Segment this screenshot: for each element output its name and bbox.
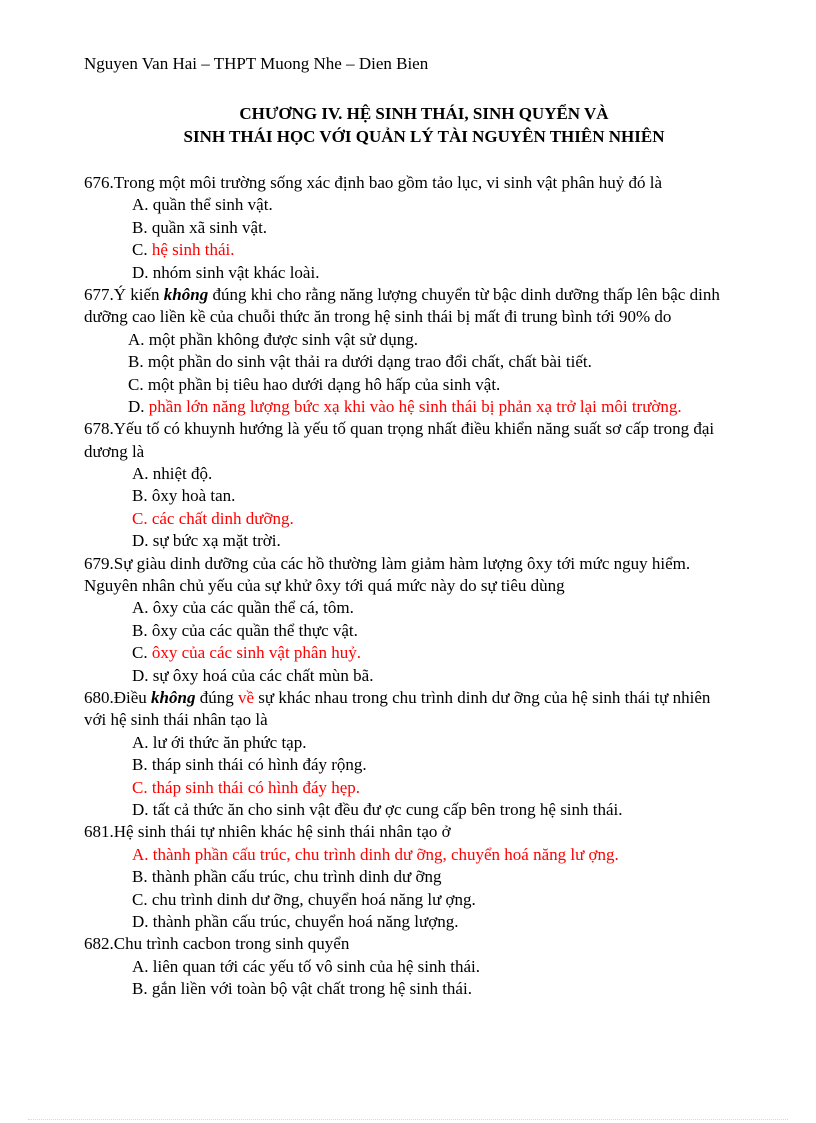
page-bottom-divider — [28, 1119, 788, 1120]
question-681-option-d: D. thành phần cấu trúc, chuyển hoá năng lượng. — [132, 911, 459, 931]
question-676-option-d: D. nhóm sinh vật khác loài. — [132, 262, 320, 282]
question-680-option-b: B. tháp sinh thái có hình đáy rộng. — [132, 755, 367, 775]
highlight-text: về — [237, 687, 255, 707]
question-676-option-c — [132, 239, 794, 261]
stem-text: đúng khi cho rằng năng lượng chuyển từ bậc dinh dưỡng thấp lên bậc dinh — [208, 284, 720, 304]
option-letter: C. — [132, 240, 152, 260]
question-681-stem: 681.Hệ sinh thái tự nhiên khác hệ sinh thái nhân tạo ở — [84, 822, 451, 842]
question-677-option-c: C. một phần bị tiêu hao dưới dạng hô hấp của sinh vật. — [128, 374, 501, 394]
question-679-option-a: A. ôxy của các quần thể cá, tôm. — [132, 598, 354, 618]
question-681-option-c: C. chu trình dinh dư ỡng, chuyển hoá năng lư ợng. — [132, 889, 476, 909]
stem-text: sự khác nhau trong chu trình dinh dư ỡng của hệ sinh thái tự nhiên — [254, 687, 711, 707]
question-679-option-d: D. sự ôxy hoá của các chất mùn bã. — [132, 665, 374, 685]
question-682-stem: 682.Chu trình cacbon trong sinh quyển — [84, 934, 350, 954]
question-678-stem-cont: dương là — [84, 441, 145, 461]
correct-answer: ôxy của các sinh vật phân huỷ. — [151, 643, 361, 663]
chapter-title-line-2: SINH THÁI HỌC VỚI QUẢN LÝ TÀI NGUYÊN THIÊN NHIÊN — [183, 127, 665, 146]
question-682-option-a: A. liên quan tới các yếu tố vô sinh của hệ sinh thái. — [132, 956, 480, 976]
question-681-option-b: B. thành phần cấu trúc, chu trình dinh dư ỡng — [132, 867, 442, 887]
question-676-option-b: B. quần xã sinh vật. — [132, 217, 268, 237]
question-679-option-c — [132, 642, 794, 664]
correct-answer: phần lớn năng lượng bức xạ khi vào hệ sinh thái bị phản xạ trở lại môi trường. — [148, 396, 682, 416]
question-679-option-b: B. ôxy của các quần thể thực vật. — [132, 620, 358, 640]
question-680-option-c: C. tháp sinh thái có hình đáy hẹp. — [132, 777, 361, 797]
question-679-stem-cont: Nguyên nhân chủ yếu của sự khử ôxy tới quá mức này do sự tiêu dùng — [84, 576, 565, 596]
option-letter: C. — [132, 643, 152, 663]
page-header: Nguyen Van Hai – THPT Muong Nhe – Dien Bien — [84, 54, 429, 73]
stem-text: 677.Ý kiến — [84, 284, 164, 304]
question-678-option-a: A. nhiệt độ. — [132, 464, 213, 484]
question-677-option-a: A. một phần không được sinh vật sử dụng. — [128, 329, 418, 349]
question-681-option-a: A. thành phần cấu trúc, chu trình dinh dư ỡng, chuyển hoá năng lư ợng. — [132, 844, 619, 864]
question-680-stem — [84, 687, 794, 709]
question-680-option-d: D. tất cả thức ăn cho sinh vật đều đư ợc cung cấp bên trong hệ sinh thái. — [132, 799, 623, 819]
question-682-option-b: B. gắn liền với toàn bộ vật chất trong hệ sinh thái. — [132, 979, 472, 999]
emphasis-text: không — [163, 284, 209, 304]
option-letter: D. — [128, 396, 149, 416]
question-678-option-b: B. ôxy hoà tan. — [132, 486, 236, 506]
question-677-option-b: B. một phần do sinh vật thải ra dưới dạng trao đổi chất, chất bài tiết. — [128, 352, 592, 372]
stem-text: 680.Điều — [84, 687, 152, 707]
question-679-stem: 679.Sự giàu dinh dưỡng của các hồ thường làm giảm hàm lượng ôxy tới mức nguy hiểm. — [84, 553, 691, 573]
question-list — [84, 172, 794, 1000]
emphasis-text: không — [151, 687, 196, 707]
stem-text: đúng — [195, 687, 238, 707]
question-676-stem: 676.Trong một môi trường sống xác định bao gồm tảo lục, vi sinh vật phân huỷ đó là — [84, 173, 663, 192]
question-680-option-a: A. lư ới thức ăn phức tạp. — [132, 732, 307, 752]
question-680-stem-cont: với hệ sinh thái nhân tạo là — [84, 710, 268, 730]
question-678-stem: 678.Yếu tố có khuynh hướng là yếu tố quan trọng nhất điều khiển năng suất sơ cấp trong đại — [84, 419, 715, 439]
question-678-option-c: C. các chất dinh dưỡng. — [132, 508, 294, 528]
question-677-option-d — [128, 396, 794, 418]
question-677-stem-cont: dưỡng cao liền kề của chuỗi thức ăn trong hệ sinh thái bị mất đi trung bình tới 90% do — [84, 307, 672, 327]
correct-answer: hệ sinh thái. — [151, 240, 235, 260]
question-678-option-d: D. sự bức xạ mặt trời. — [132, 531, 281, 551]
question-676-option-a: A. quần thể sinh vật. — [132, 195, 273, 215]
question-677-stem — [84, 284, 794, 306]
chapter-title-line-1: CHƯƠNG IV. HỆ SINH THÁI, SINH QUYỂN VÀ — [239, 104, 609, 123]
